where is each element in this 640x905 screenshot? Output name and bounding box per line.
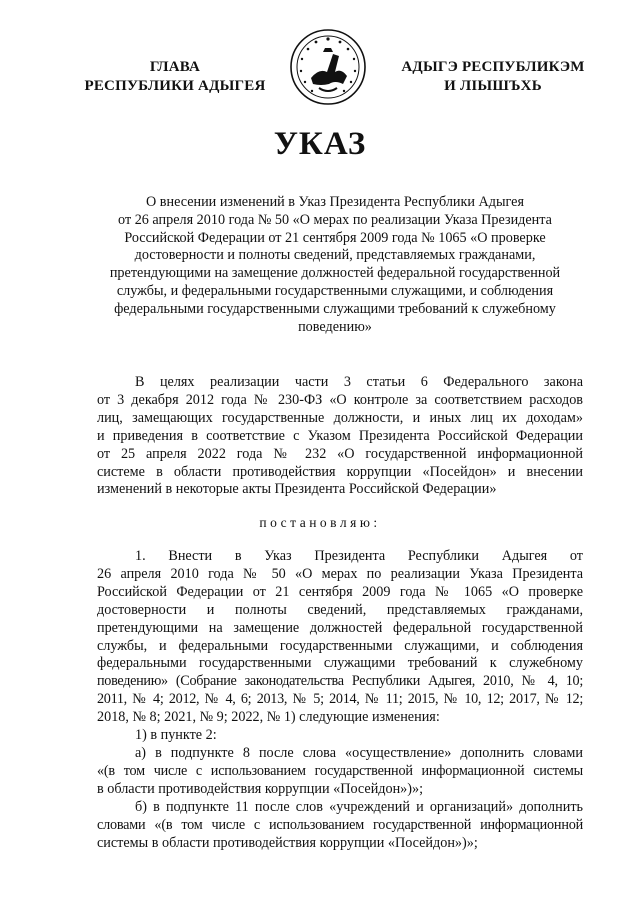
preamble-line: от 3 декабря 2012 года № 230-ФЗ «О контроле за соответствием расходов [97, 391, 583, 408]
subject-line: О внесении изменений в Указ Президента Республики Адыгея [146, 194, 524, 210]
body-line: системы в области противодействия коррупции «Посейдон»)»; [97, 834, 478, 851]
body-line: претендующими на замещение должностей федеральной государственной [97, 619, 583, 636]
body-line: 26 апреля 2010 года № 50 «О мерах по реализации Указа Президента [97, 565, 583, 582]
header-right [378, 58, 608, 96]
body-line: в области противодействия коррупции «Посейдон»)»; [97, 780, 424, 797]
header-right-line2: И ЛІЫШЪХЬ [444, 78, 542, 94]
decree-subject [100, 194, 570, 336]
body-line: а) в подпункте 8 после слова «осуществление» дополнить словами [135, 744, 583, 761]
subject-line: претендующими на замещение должностей федеральной государственной [109, 265, 561, 282]
body-line: б) в подпункте 11 после слов «учреждений и организаций» дополнить [135, 798, 583, 815]
preamble-line: от 25 апреля 2022 года № 232 «О государственной информационной [97, 445, 583, 462]
decree-resolution-word: постановляю: [259, 515, 381, 530]
body-line: службы, и федеральными государственными служащими, и соблюдения [97, 637, 583, 654]
subject-line: Российской Федерации от 21 сентября 2009 года № 1065 «О проверке [124, 229, 546, 246]
body-line: «(в том числе с использованием государственной информационной системы [97, 762, 583, 779]
body-line: Российской Федерации от 21 сентября 2009 года № 1065 «О проверке [97, 583, 583, 600]
subject-line: поведению» [298, 318, 372, 335]
document-title: УКАЗ [273, 126, 367, 162]
subject-line: службы, и федеральными государственными служащими, и соблюдения [116, 282, 554, 299]
body-line: поведению» (Собрание законодательства Республики Адыгея, 2010, № 4, 10; [97, 673, 583, 690]
body-line: словами «(в том числе с использованием государственной информационной [97, 816, 583, 833]
subject-line: федеральными государственными служащими требований к служебному [114, 300, 556, 317]
header-left [70, 58, 280, 96]
header-right-line1: АДЫГЭ РЕСПУБЛИКЭМ [401, 59, 585, 75]
subject-line: от 26 апреля 2010 года № 50 «О мерах по реализации Указа Президента [118, 211, 552, 228]
decree-body [97, 548, 583, 852]
body-line: 1. Внести в Указ Президента Республики Адыгея от [135, 548, 583, 564]
header-left-line2: РЕСПУБЛИКИ АДЫГЕЯ [84, 78, 266, 94]
subject-line: достоверности и полноты сведений, представляемых гражданами, [134, 247, 536, 264]
preamble-paragraph [97, 374, 583, 499]
preamble-line: и приведения в соответствие с Указом Президента Российской Федерации [97, 427, 583, 444]
body-line: достоверности и полноты сведений, представляемых гражданами, [97, 601, 583, 618]
header-left-line1: ГЛАВА [149, 59, 201, 75]
body-line: 1) в пункте 2: [135, 727, 217, 744]
preamble-line: В целях реализации части 3 статьи 6 Федерального закона [135, 374, 583, 390]
body-line: 2018, № 8; 2021, № 9; 2022, № 1) следующие изменения: [97, 709, 440, 726]
body-line: федеральными государственными служащими требований к служебному [97, 655, 583, 672]
coat-of-arms-adygea-icon [289, 28, 367, 106]
preamble-line: лиц, замещающих государственные должности, и иных лиц их доходам» [97, 409, 583, 426]
preamble-line: изменений в некоторые акты Президента Российской Федерации» [97, 481, 497, 498]
body-line: 2011, № 4; 2012, № 4, 6; 2013, № 5; 2014, № 11; 2015, № 10, 12; 2017, № 12; [97, 691, 583, 708]
preamble-line: системе в области противодействия коррупции «Посейдон» и внесении [97, 463, 583, 480]
